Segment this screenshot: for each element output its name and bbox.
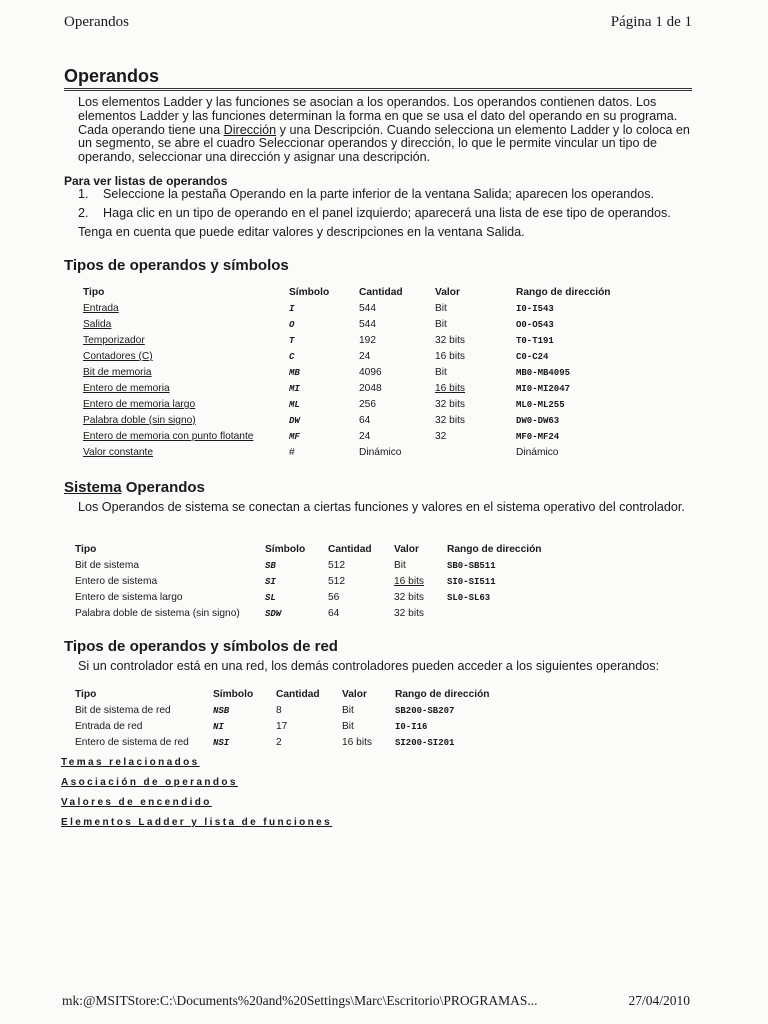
type-cell: Bit de sistema: [75, 560, 139, 571]
quantity-cell: 8: [276, 705, 282, 716]
page-number: Página 1 de 1: [610, 14, 692, 30]
value-cell: 32 bits: [394, 608, 425, 619]
quantity-cell: 64: [359, 415, 371, 426]
range-cell: SB0-SB511: [447, 561, 496, 571]
range-cell: I0-I16: [395, 722, 428, 732]
page-header-title: Operandos: [64, 14, 129, 30]
table-row: [83, 349, 646, 365]
symbol-cell: MB: [289, 368, 300, 378]
system-link[interactable]: Sistema: [64, 479, 122, 496]
value-cell: Bit: [394, 560, 406, 571]
symbol-cell: ML: [289, 400, 300, 410]
column-header-valor: Valor: [342, 689, 367, 700]
quantity-cell: 64: [328, 608, 340, 619]
table-row: [75, 574, 567, 590]
view-lists-heading: Para ver listas de operandos: [64, 174, 228, 188]
value-cell: Bit: [342, 705, 354, 716]
types-heading: Tipos de operandos y símbolos: [64, 257, 289, 274]
value-cell: Bit: [435, 319, 447, 330]
column-header-cantidad: Cantidad: [276, 689, 320, 700]
value-cell: 32 bits: [435, 335, 466, 346]
table-row: [83, 397, 646, 413]
step-1: 1. Seleccione la pestaña Operando en la parte inferior de la ventana Salida; aparecen los operandos.: [78, 187, 655, 201]
symbol-cell: MI: [289, 384, 300, 394]
table-row: [83, 429, 646, 445]
symbol-cell: C: [289, 352, 295, 362]
table-row: [83, 365, 646, 381]
related-link-asociacion[interactable]: Asociación de operandos: [61, 777, 238, 788]
symbol-cell: #: [289, 447, 295, 458]
column-header-tipo: Tipo: [75, 544, 97, 555]
symbol-cell: SI: [265, 577, 276, 587]
range-cell: MF0-MF24: [516, 432, 560, 442]
type-link[interactable]: Entero de memoria largo: [83, 399, 196, 410]
table-row: [75, 606, 567, 622]
value-cell: 16 bits: [342, 737, 373, 748]
quantity-cell: 24: [359, 351, 371, 362]
column-header-rango: Rango de dirección: [516, 287, 611, 298]
quantity-cell: 17: [276, 721, 288, 732]
table-row: [83, 413, 646, 429]
table-row: [75, 590, 567, 606]
table-header-row: [75, 542, 567, 558]
quantity-cell: 512: [328, 560, 345, 571]
range-cell: Dinámico: [516, 447, 559, 458]
symbol-cell: I: [289, 304, 295, 314]
type-link[interactable]: Valor constante: [83, 447, 154, 458]
type-cell: Entero de sistema de red: [75, 737, 189, 748]
quantity-cell: 256: [359, 399, 376, 410]
symbol-cell: NSB: [213, 706, 230, 716]
value-cell: 16 bits: [435, 351, 466, 362]
type-cell: Entero de sistema largo: [75, 592, 183, 603]
column-header-valor: Valor: [394, 544, 419, 555]
system-operands-table: [75, 542, 567, 622]
type-link[interactable]: Entrada: [83, 303, 119, 314]
type-cell: Entero de sistema: [75, 576, 158, 587]
table-row: [75, 719, 515, 735]
range-cell: MB0-MB4095: [516, 368, 571, 378]
symbol-cell: SB: [265, 561, 276, 571]
page-title: Operandos: [64, 66, 692, 91]
quantity-cell: 24: [359, 431, 371, 442]
column-header-rango: Rango de dirección: [395, 689, 490, 700]
symbol-cell: NI: [213, 722, 224, 732]
range-cell: SB200-SB207: [395, 706, 455, 716]
related-link-elementos[interactable]: Elementos Ladder y lista de funciones: [61, 817, 333, 828]
value-cell: 32 bits: [435, 399, 466, 410]
table-row: [83, 317, 646, 333]
value-link[interactable]: 16 bits: [435, 383, 466, 394]
footer-date: 27/04/2010: [628, 993, 690, 1008]
value-cell: Bit: [435, 367, 447, 378]
edit-note: Tenga en cuenta que puede editar valores y descripciones en la ventana Salida.: [78, 225, 525, 239]
quantity-cell: 56: [328, 592, 340, 603]
range-cell: MI0-MI2047: [516, 384, 571, 394]
value-cell: 32: [435, 431, 447, 442]
column-header-tipo: Tipo: [75, 689, 97, 700]
step-2: 2. Haga clic en un tipo de operando en el panel izquierdo; aparecerá una lista de ese tipo de operandos.: [78, 206, 671, 220]
quantity-cell: 192: [359, 335, 376, 346]
column-header-cantidad: Cantidad: [359, 287, 403, 298]
type-link[interactable]: Temporizador: [83, 335, 145, 346]
column-header-simbolo: Símbolo: [265, 544, 306, 555]
value-cell: 32 bits: [435, 415, 466, 426]
symbol-cell: MF: [289, 432, 300, 442]
direccion-link[interactable]: Dirección: [223, 122, 277, 137]
quantity-cell: 4096: [359, 367, 382, 378]
range-cell: O0-O543: [516, 320, 554, 330]
network-operands-table: [75, 687, 515, 751]
type-link[interactable]: Entero de memoria: [83, 383, 170, 394]
value-cell: Bit: [435, 303, 447, 314]
quantity-cell: 512: [328, 576, 345, 587]
table-row: [75, 703, 515, 719]
symbol-cell: SL: [265, 593, 276, 603]
range-cell: T0-T191: [516, 336, 554, 346]
footer-url: mk:@MSITStore:C:\Documents%20and%20Settings\Marc\Escritorio\PROGRAMAS...: [62, 993, 538, 1008]
type-link[interactable]: Entero de memoria con punto flotante: [83, 431, 254, 442]
quantity-cell: Dinámico: [359, 447, 402, 458]
system-heading: Sistema Operandos: [64, 479, 205, 496]
system-description: Los Operandos de sistema se conectan a ciertas funciones y valores en el sistema operativo del controlador.: [78, 500, 685, 514]
table-header-row: [75, 687, 515, 703]
range-cell: C0-C24: [516, 352, 549, 362]
table-row: [83, 333, 646, 349]
column-header-simbolo: Símbolo: [289, 287, 330, 298]
related-topics-heading[interactable]: Temas relacionados: [61, 757, 200, 768]
value-cell: [435, 445, 516, 461]
range-cell: SI200-SI201: [395, 738, 455, 748]
table-row: [75, 558, 567, 574]
quantity-cell: 544: [359, 303, 376, 314]
value-link[interactable]: 16 bits: [394, 576, 425, 587]
table-row: [83, 381, 646, 397]
range-cell: SL0-SL63: [447, 593, 491, 603]
symbol-cell: DW: [289, 416, 300, 426]
table-header-row: [83, 285, 646, 301]
value-cell: 32 bits: [394, 592, 425, 603]
range-cell: ML0-ML255: [516, 400, 565, 410]
range-cell: I0-I543: [516, 304, 554, 314]
table-row: [75, 735, 515, 751]
symbol-cell: SDW: [265, 609, 282, 619]
range-cell: SI0-SI511: [447, 577, 496, 587]
type-cell: Entrada de red: [75, 721, 143, 732]
type-cell: Palabra doble de sistema (sin signo): [75, 608, 240, 619]
network-description: Si un controlador está en una red, los demás controladores pueden acceder a los siguientes operandos:: [78, 659, 660, 673]
range-cell: [447, 606, 567, 622]
column-header-cantidad: Cantidad: [328, 544, 372, 555]
symbol-cell: T: [289, 336, 295, 346]
column-header-rango: Rango de dirección: [447, 544, 542, 555]
type-cell: Bit de sistema de red: [75, 705, 171, 716]
symbol-cell: NSI: [213, 738, 230, 748]
quantity-cell: 2: [276, 737, 282, 748]
quantity-cell: 2048: [359, 383, 382, 394]
operand-types-table: [83, 285, 646, 461]
quantity-cell: 544: [359, 319, 376, 330]
column-header-simbolo: Símbolo: [213, 689, 254, 700]
network-heading: Tipos de operandos y símbolos de red: [64, 638, 338, 655]
table-row: [83, 301, 646, 317]
symbol-cell: O: [289, 320, 295, 330]
type-link[interactable]: Palabra doble (sin signo): [83, 415, 196, 426]
table-row: [83, 445, 646, 461]
intro-paragraph: Los elementos Ladder y las funciones se asocian a los operandos. Los operandos contienen datos. Los elementos Ladder y las funciones determinan la forma en que se usa el dato del operando en su programa. Cada operando tiene una Dirección y una Descripción. Cuando selecciona un elemento Ladder y lo coloca en un segmento, se abre el cuadro Seleccionar operandos y dirección, lo que le permite vincular un tipo de operando, seleccionar una dirección y asignar una descripción.: [78, 95, 690, 165]
related-link-valores[interactable]: Valores de encendido: [61, 797, 212, 808]
column-header-tipo: Tipo: [83, 287, 105, 298]
range-cell: DW0-DW63: [516, 416, 560, 426]
value-cell: Bit: [342, 721, 354, 732]
type-link[interactable]: Salida: [83, 319, 112, 330]
type-link[interactable]: Bit de memoria: [83, 367, 152, 378]
column-header-valor: Valor: [435, 287, 460, 298]
type-link[interactable]: Contadores (C): [83, 351, 153, 362]
